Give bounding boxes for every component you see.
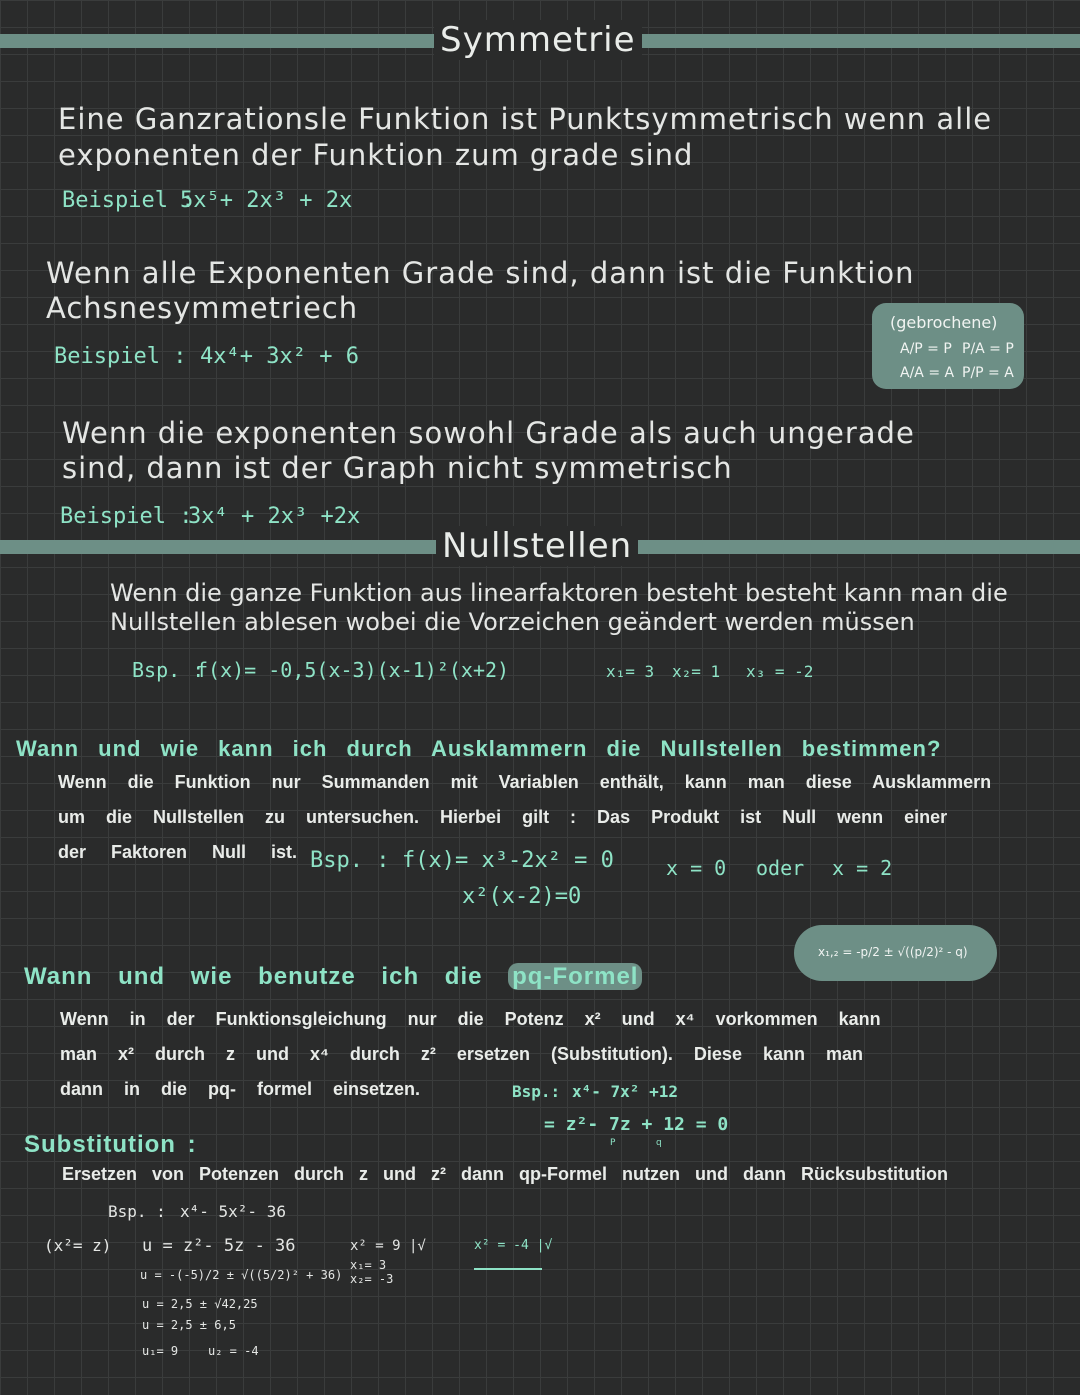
note-rule: P/A = P	[962, 341, 1014, 357]
example-label: Beispiel :	[62, 188, 195, 213]
no-symmetry-text-1: Wenn die exponenten sowohl Grade als auch ungerade	[62, 416, 915, 450]
example-formula: 5x⁵+ 2x³ + 2x	[180, 188, 353, 213]
section-title-nullstellen: Nullstellen	[436, 526, 638, 566]
example-label: Bsp. :	[132, 658, 205, 682]
axis-symmetry-text-2: Achsnesymmetriech	[46, 291, 359, 325]
pq-formula-box	[794, 925, 997, 981]
substitution-rule: (x²= z)	[44, 1236, 112, 1255]
pq-text-1: Wenn in der Funktionsgleichung nur die Potenz x² und x⁴ vorkommen kann	[60, 1009, 881, 1029]
note-box	[872, 303, 1024, 389]
example-label: Bsp. :	[108, 1202, 166, 1221]
p-marker: P	[610, 1138, 616, 1148]
example-label: Bsp. :	[310, 848, 390, 873]
root-value: x₁= 3	[606, 662, 655, 681]
highlight-marker: pq-Formel	[508, 963, 642, 990]
question-heading: Wann und wie kann ich durch Ausklammern die Nullstellen bestimmen?	[16, 736, 942, 761]
example-equation: f(x)= x³-2x² = 0	[402, 848, 614, 873]
note-rule: P/P = A	[962, 365, 1014, 381]
example-label: Beispiel :	[54, 344, 187, 369]
factoring-text-3: der Faktoren Null ist.	[58, 842, 298, 862]
pq-text-3: dann in die pq- formel einsetzen.	[60, 1079, 421, 1099]
calc-step: u = -(-5)/2 ± √((5/2)² + 36)	[140, 1268, 343, 1282]
calc-step: u = z²- 5z - 36	[142, 1236, 296, 1256]
point-symmetry-text-1: Eine Ganzrationsle Funktion ist Punktsymmetrisch wenn alle	[58, 102, 993, 136]
solution-value: x = 0	[666, 856, 727, 880]
back-substitution: x₂= -3	[350, 1272, 394, 1286]
substitution-heading: Substitution :	[24, 1131, 197, 1158]
note-title: (gebrochene)	[890, 313, 998, 332]
section-title-symmetrie: Symmetrie	[434, 20, 642, 60]
example-formula: f(x)= -0,5(x-3)(x-1)²(x+2)	[196, 658, 510, 682]
pq-text-2: man x² durch z und x⁴ durch z² ersetzen (Substitution). Diese kann man	[60, 1044, 863, 1064]
underline	[474, 1268, 542, 1270]
point-symmetry-text-2: exponenten der Funktion zum grade sind	[58, 138, 694, 172]
solution-value: x = 2	[832, 856, 893, 880]
back-substitution: x² = -4 |√	[474, 1238, 553, 1253]
calc-step: u = 2,5 ± 6,5	[142, 1318, 236, 1332]
example-label: Bsp.:	[512, 1082, 561, 1101]
example-label: Beispiel :	[60, 504, 193, 529]
note-rule: A/P = P	[900, 341, 952, 357]
calc-step: u₁= 9	[142, 1344, 179, 1358]
solution-connector: oder	[756, 856, 805, 880]
root-value: x₂= 1	[672, 662, 721, 681]
example-formula: 4x⁴+ 3x² + 6	[200, 344, 359, 369]
example-formula: = z²- 7z + 12 = 0	[544, 1114, 729, 1135]
no-symmetry-text-2: sind, dann ist der Graph nicht symmetrisch	[62, 451, 733, 485]
example-formula: 3x⁴ + 2x³ +2x	[188, 504, 361, 529]
example-equation: x²(x-2)=0	[462, 884, 582, 909]
root-value: x₃ = -2	[746, 662, 814, 681]
axis-symmetry-text-1: Wenn alle Exponenten Grade sind, dann ist die Funktion	[46, 256, 915, 290]
back-substitution: x² = 9 |√	[350, 1238, 426, 1254]
substitution-text: Ersetzen von Potenzen durch z und z² dann qp-Formel nutzen und dann Rücksubstitution	[62, 1164, 948, 1184]
calc-step: u = 2,5 ± √42,25	[142, 1297, 258, 1311]
question-heading	[24, 963, 642, 991]
pq-formula: x₁,₂ = -p/2 ± √((p/2)² - q)	[818, 945, 968, 959]
back-substitution: x₁= 3	[350, 1258, 387, 1272]
note-rule: A/A = A	[900, 365, 955, 381]
question-text: Wann und wie benutze ich die	[24, 963, 483, 990]
factoring-text-2: um die Nullstellen zu untersuchen. Hierbei gilt : Das Produkt ist Null wenn einer	[58, 807, 948, 827]
calc-step: u₂ = -4	[208, 1344, 259, 1358]
factoring-text-1: Wenn die Funktion nur Summanden mit Variablen enthält, kann man diese Ausklammern	[58, 772, 992, 792]
example-formula: x⁴- 5x²- 36	[180, 1202, 286, 1221]
q-marker: q	[656, 1138, 662, 1148]
example-formula: x⁴- 7x² +12	[572, 1082, 678, 1101]
linear-factors-text-1: Wenn die ganze Funktion aus linearfaktoren besteht besteht kann man die	[110, 579, 1008, 607]
linear-factors-text-2: Nullstellen ablesen wobei die Vorzeichen geändert werden müssen	[110, 608, 915, 636]
